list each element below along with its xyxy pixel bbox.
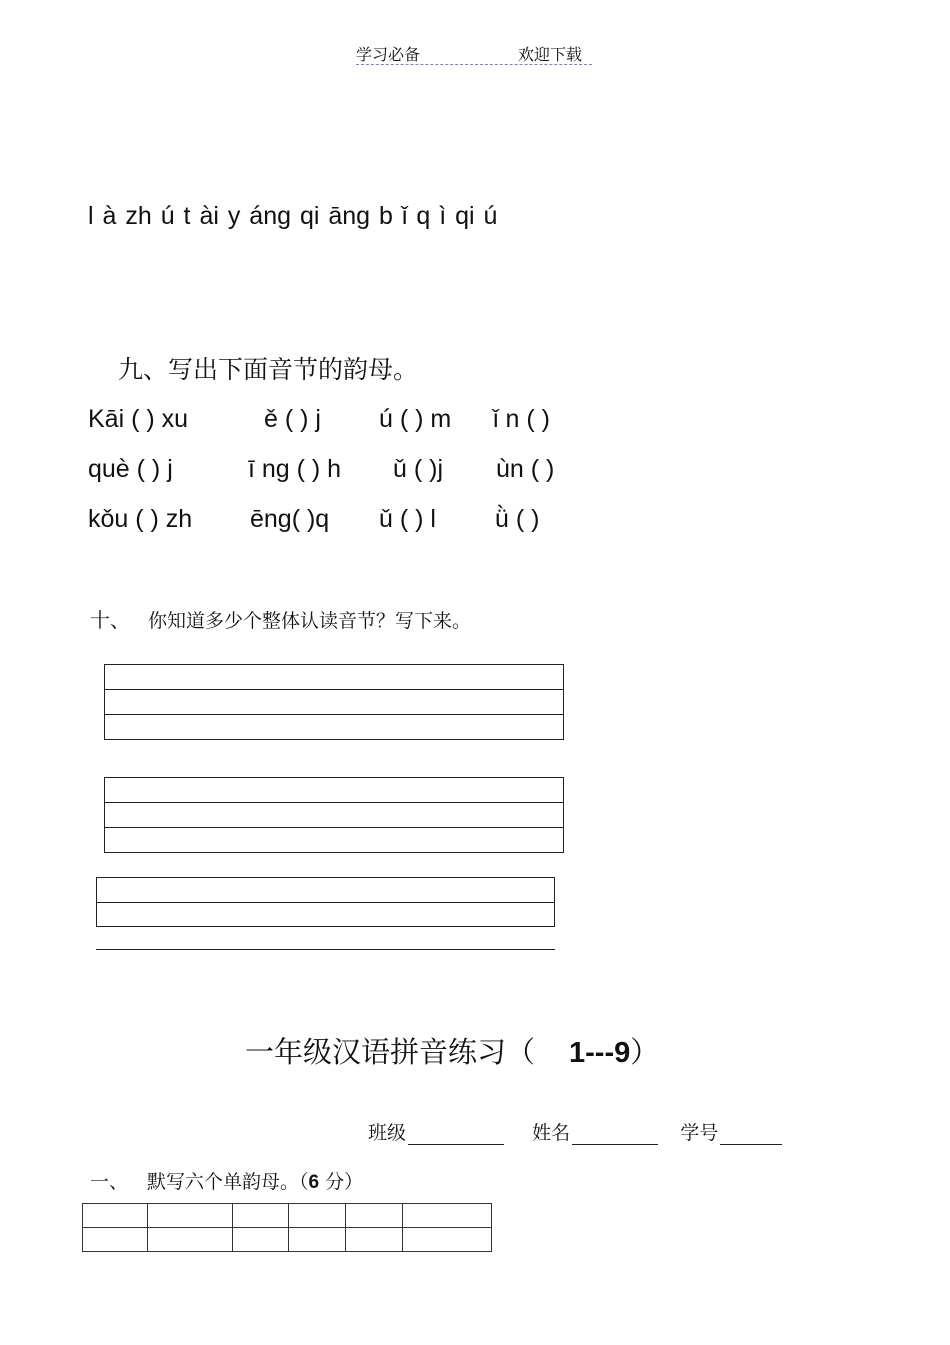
syllable-item: ǔ ( ) l — [379, 505, 436, 533]
class-field[interactable] — [408, 1126, 504, 1145]
answer-cell[interactable] — [232, 1228, 289, 1252]
section9-title: 九、写出下面音节的韵母。 — [118, 355, 419, 384]
section1-score-unit: 分） — [325, 1171, 364, 1193]
section10-number: 十、 — [90, 608, 130, 632]
answer-cell[interactable] — [289, 1228, 346, 1252]
section1-title — [147, 1167, 363, 1194]
page-header — [356, 40, 592, 65]
answer-cell[interactable] — [147, 1228, 232, 1252]
section1-title-text: 默写六个单韵母。（ — [147, 1171, 309, 1193]
syllable-item: ě ( ) j — [264, 405, 321, 433]
syllable-item: què ( ) j — [88, 455, 173, 483]
syllable-item: ēng( )q — [250, 505, 330, 533]
exam-title-text: 一年级汉语拼音练习（ — [245, 1035, 536, 1069]
answer-cell[interactable] — [346, 1204, 403, 1228]
class-label: 班级 — [368, 1122, 407, 1144]
answer-cell[interactable] — [403, 1228, 492, 1252]
syllable-item: kǒu ( ) zh — [88, 505, 193, 533]
section1-number: 一、 — [90, 1171, 129, 1193]
syllable-item: ǜ ( ) — [495, 505, 540, 533]
answer-cell[interactable] — [147, 1204, 232, 1228]
answer-cell[interactable] — [346, 1228, 403, 1252]
id-label: 学号 — [680, 1122, 719, 1144]
syllable-item: Kāi ( ) xu — [88, 405, 189, 433]
writing-line-single[interactable] — [96, 949, 555, 950]
answer-cell[interactable] — [83, 1204, 148, 1228]
syllable-item: ǔ ( )j — [393, 455, 443, 483]
section10-title: 你知道多少个整体认读音节？写下来。 — [148, 610, 472, 632]
exam-title — [245, 1030, 659, 1071]
syllable-item: ú ( ) m — [379, 405, 452, 433]
answer-cell[interactable] — [403, 1204, 492, 1228]
syllable-item: ī ng ( ) h — [248, 455, 342, 483]
student-info — [368, 1118, 784, 1145]
name-label: 姓名 — [532, 1122, 571, 1144]
writing-lines-3[interactable] — [96, 877, 555, 927]
header-right-text: 欢迎下载 — [518, 45, 583, 64]
id-field[interactable] — [720, 1126, 782, 1145]
syllable-item: ǐ n ( ) — [493, 405, 550, 433]
answer-cell[interactable] — [232, 1204, 289, 1228]
pinyin-line: l à zh ú t ài y áng qi āng b ǐ q ì qi ú — [88, 202, 498, 230]
writing-lines-1[interactable] — [104, 664, 564, 740]
answer-cell[interactable] — [83, 1228, 148, 1252]
writing-lines-2[interactable] — [104, 777, 564, 853]
exam-title-close: ） — [630, 1035, 660, 1069]
answer-grid — [82, 1203, 492, 1252]
exam-title-number: 1---9 — [569, 1037, 631, 1069]
syllable-item: ùn ( ) — [496, 455, 555, 483]
answer-cell[interactable] — [289, 1204, 346, 1228]
header-left-text: 学习必备 — [356, 45, 421, 64]
section1-score: 6 — [308, 1172, 320, 1193]
name-field[interactable] — [572, 1126, 658, 1145]
